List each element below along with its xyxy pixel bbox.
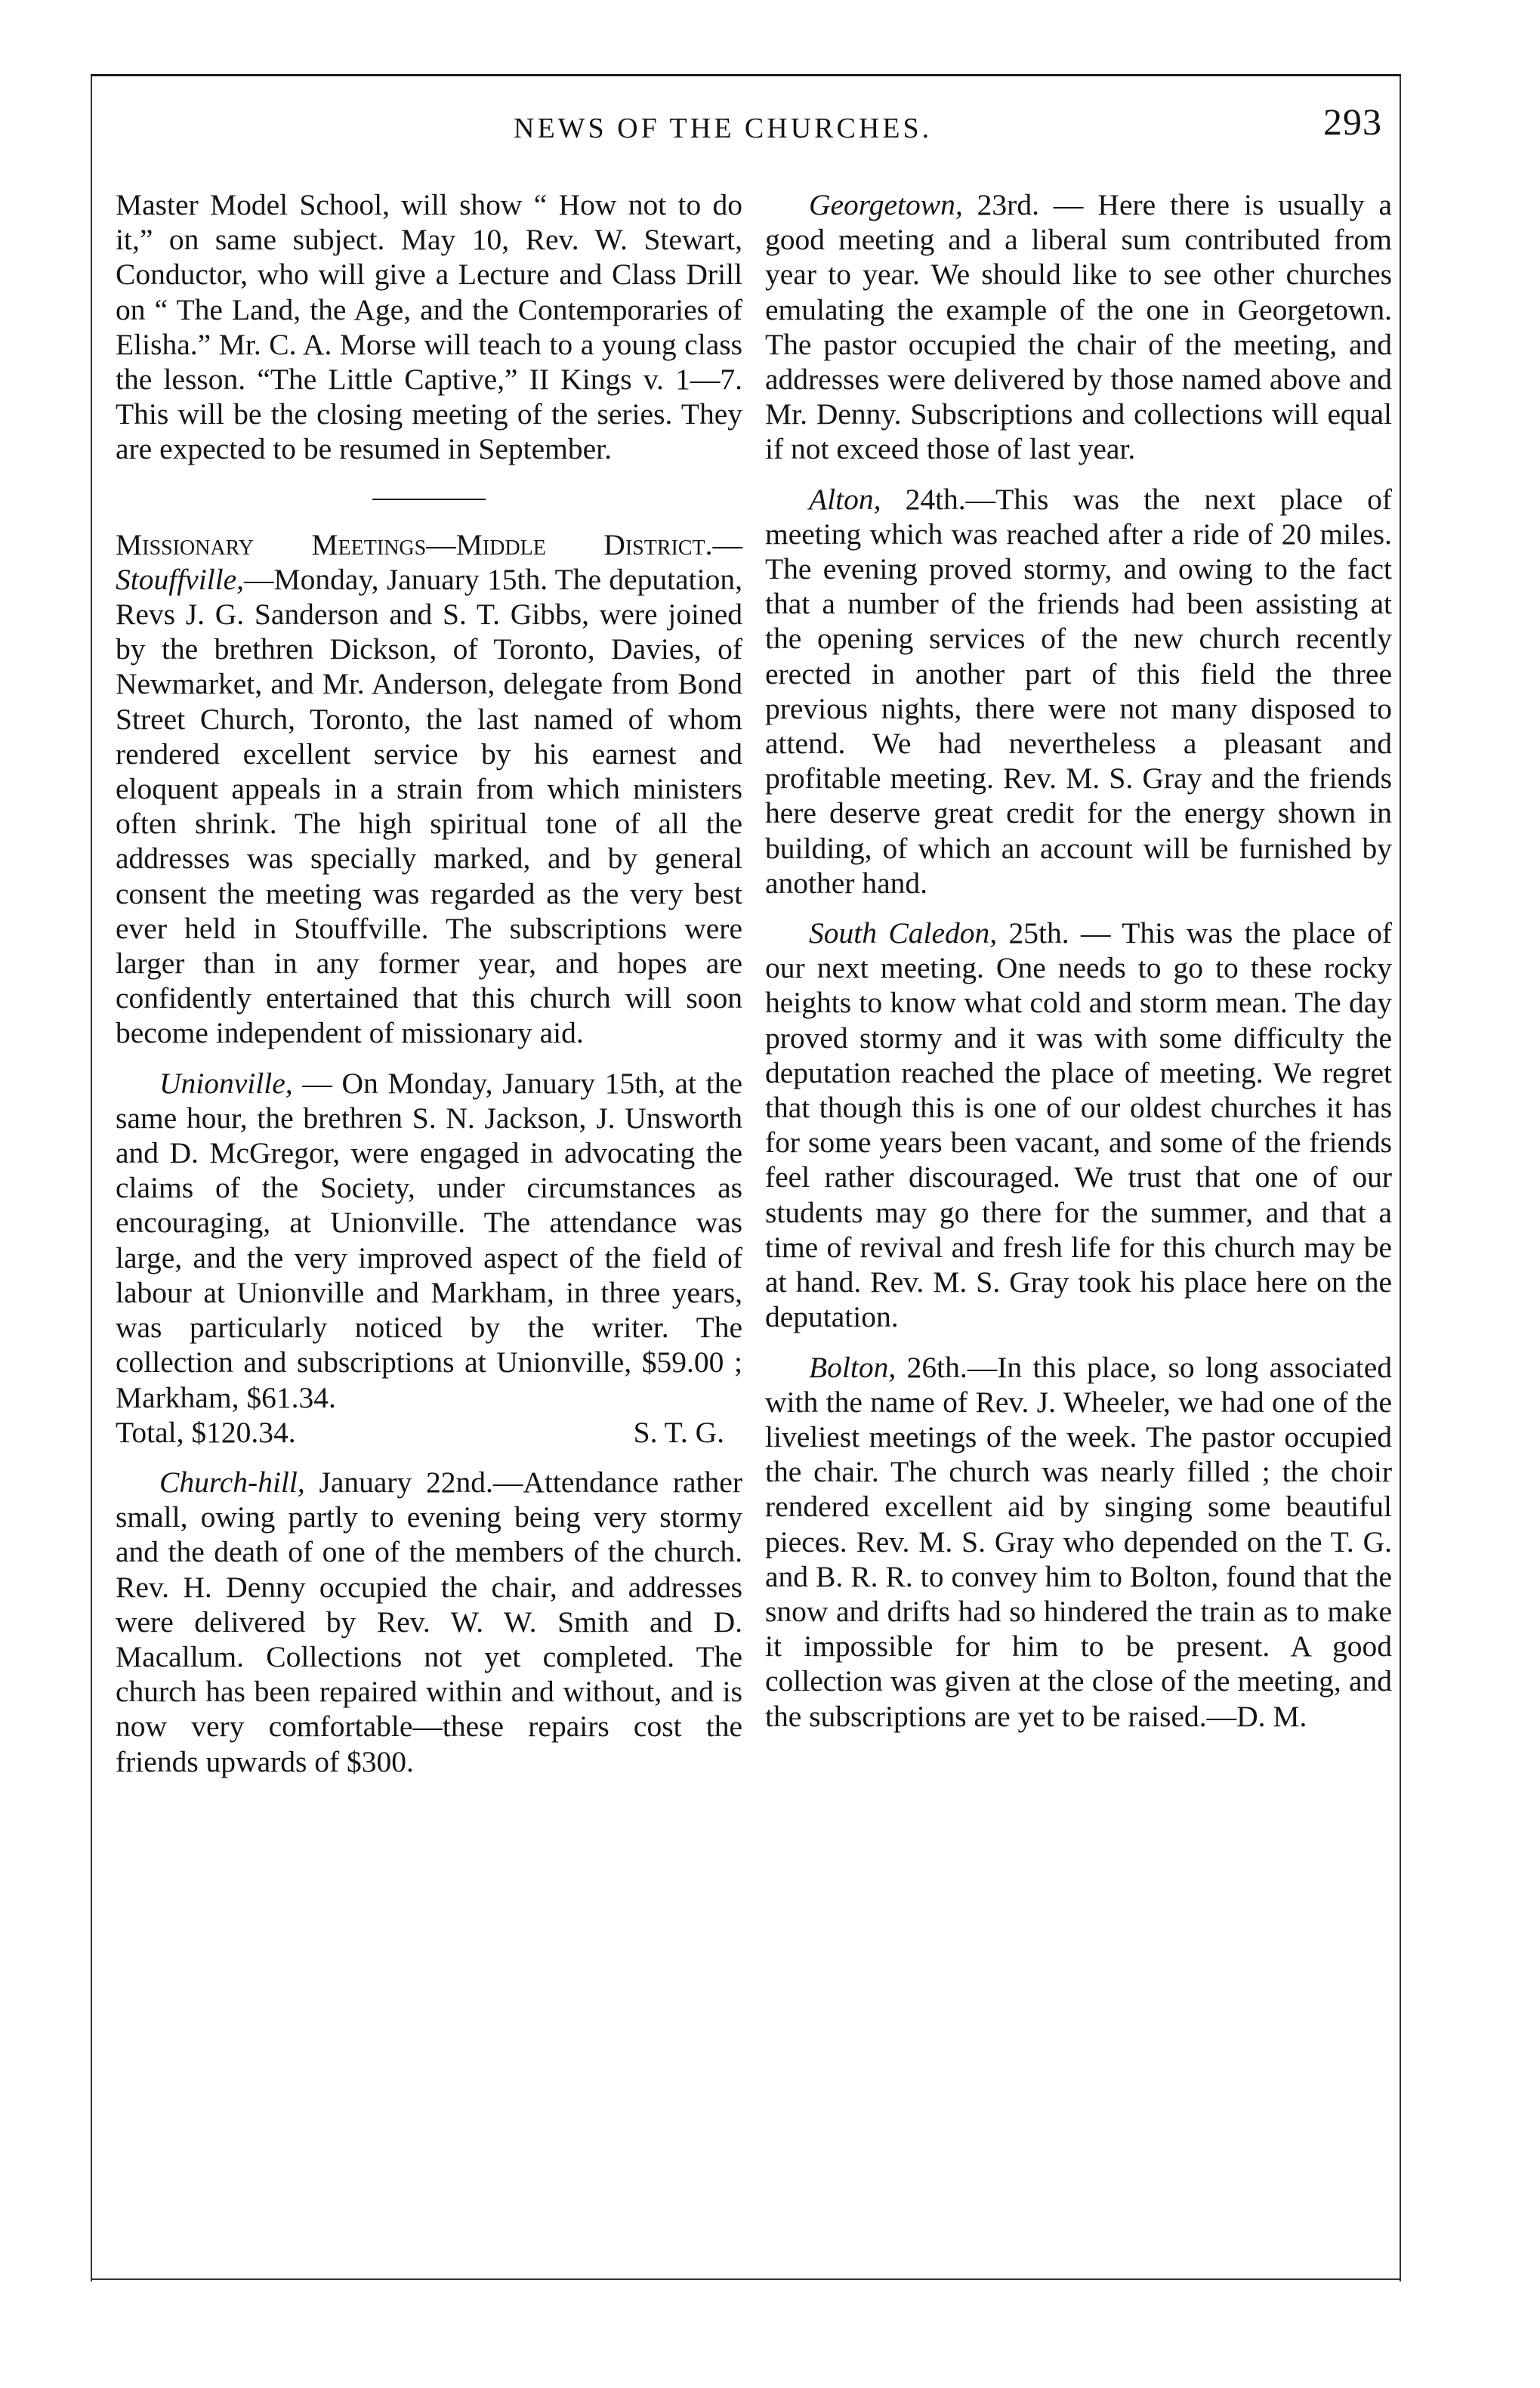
section-divider-rule xyxy=(372,499,486,500)
bottom-border-rule xyxy=(91,2278,1401,2280)
paragraph-south-caledon xyxy=(765,916,1392,1334)
paragraph-church-hill xyxy=(116,1465,742,1779)
paragraph-alton xyxy=(765,482,1392,901)
place-name-south-caledon: South Caledon, xyxy=(809,916,998,950)
paragraph-south-caledon-body: 25th. — This was the place of our next meeting. One needs to go to these rocky heights to know what cold and storm mean. The day proved stormy and it was with some difficulty the deputation reached the place of meeting. We regret that though this is one of our oldest churches it has for some years been vacant, and some of the friends feel rather discouraged. We trust that one of our students may go there for the summer, and that a time of revival and fresh life for this church may be at hand. Rev. M. S. Gray took his place here on the deputation. xyxy=(765,916,1393,1334)
paragraph-bolton xyxy=(765,1350,1392,1734)
paragraph-georgetown xyxy=(765,187,1392,467)
paragraph-stouffville-body: —Monday, January 15th. The deputation, Revs J. G. Sanderson and S. T. Gibbs, were joined by the brethren Dickson, of Toronto, Davies, of Newmarket, and Mr. Anderson, delegate from Bond Street Church, Toronto, the last named of whom rendered excellent service by his earnest and eloquent appeals in a strain from which ministers often shrink. The high spiritual tone of all the addresses was specially marked, and by general consent the meeting was regarded as the very best ever held in Stouffville. The subscriptions were larger than in any former year, and hopes are confidently entertained that this church will soon become independent of missionary aid. xyxy=(116,562,742,1050)
paragraph-stouffville xyxy=(116,527,742,1051)
right-border-rule xyxy=(1400,76,1401,2281)
signature-line xyxy=(116,1415,742,1450)
paragraph-georgetown-body: 23rd. — Here there is usually a good meeting and a liberal sum contributed from year to year. We should like to see other churches emulating the example of the one in Georgetown. The pastor occupied the chair of the meeting, and addresses were delivered by those named above and Mr. Denny. Subscriptions and collections will equal if not exceed those of last year. xyxy=(765,188,1392,466)
place-name-church-hill: Church-hill, xyxy=(159,1465,305,1499)
paragraph-church-hill-body: January 22nd.—Attendance rather small, owing partly to evening being very stormy and the death of one of the members of the church. Rev. H. Denny occupied the chair, and addresses were delivered by Rev. W. W. Smith and D. Macallum. Collections not yet completed. The church has been repaired within and without, and is now very comfortable—these repairs cost the friends upwards of $300. xyxy=(116,1465,742,1778)
right-column xyxy=(765,187,1392,1734)
paragraph-alton-body: 24th.—This was the next place of meeting which was reached after a ride of 20 miles. The evening proved stormy, and owing to the fact that a number of the friends had been assisting at the opening services of the new church recently erected in another part of this field the three previous nights, there were not many disposed to attend. We had nevertheless a pleasant and profitable meeting. Rev. M. S. Gray and the friends here deserve great credit for the energy shown in building, of which an account will be furnished by another hand. xyxy=(765,482,1392,900)
total-amount: Total, $120.34. xyxy=(116,1415,296,1449)
place-name-bolton: Bolton, xyxy=(809,1350,897,1384)
section-heading-missionary-meetings: Missionary Meetings—Middle District.— xyxy=(116,527,742,561)
paragraph-unionville-body: — On Monday, January 15th, at the same hour, the brethren S. N. Jackson, J. Unsworth and D. McGregor, were engaged in advocating the claims of the Society, under circumstances as encouraging, at Unionville. The attendance was large, and the very improved aspect of the field of labour at Unionville and Markham, in three years, was particularly noticed by the writer. The collection and subscriptions at Unionville, $59.00 ; Markham, $61.34. xyxy=(116,1066,742,1414)
paragraph-unionville xyxy=(116,1066,742,1415)
page-number: 293 xyxy=(1323,100,1382,143)
place-name-stouffville: Stouffville, xyxy=(116,562,245,596)
place-name-alton: Alton, xyxy=(809,482,881,516)
paragraph-bolton-body: 26th.—In this place, so long associated with the name of Rev. J. Wheeler, we had one of the liveliest meetings of the week. The pastor occupied the chair. The church was nearly filled ; the choir rendered excellent aid by singing some beautiful pieces. Rev. M. S. Gray who depended on the T. G. and B. R. R. to convey him to Bolton, found that the snow and drifts had so hindered the train as to make it impossible for him to be present. A good collection was given at the close of the meeting, and the subscriptions are yet to be raised.—D. M. xyxy=(765,1350,1392,1733)
place-name-unionville: Unionville, xyxy=(159,1066,293,1100)
author-initials: S. T. G. xyxy=(633,1415,724,1449)
paragraph-model-school: Master Model School, will show “ How not to do it,” on same subject. May 10, Rev. W. Stewart, Conductor, who will give a Lecture and Class Drill on “ The Land, the Age, and the Contemporaries of Elisha.” Mr. C. A. Morse will teach to a young class the lesson. “The Little Captive,” II Kings v. 1—7. This will be the closing meeting of the series. They are expected to be resumed in September. xyxy=(116,188,742,466)
left-border-rule xyxy=(91,76,92,2281)
place-name-georgetown: Georgetown, xyxy=(809,188,963,221)
left-column xyxy=(116,187,742,1779)
running-head-title: NEWS OF THE CHURCHES. xyxy=(514,113,933,144)
top-border-rule xyxy=(91,74,1401,76)
